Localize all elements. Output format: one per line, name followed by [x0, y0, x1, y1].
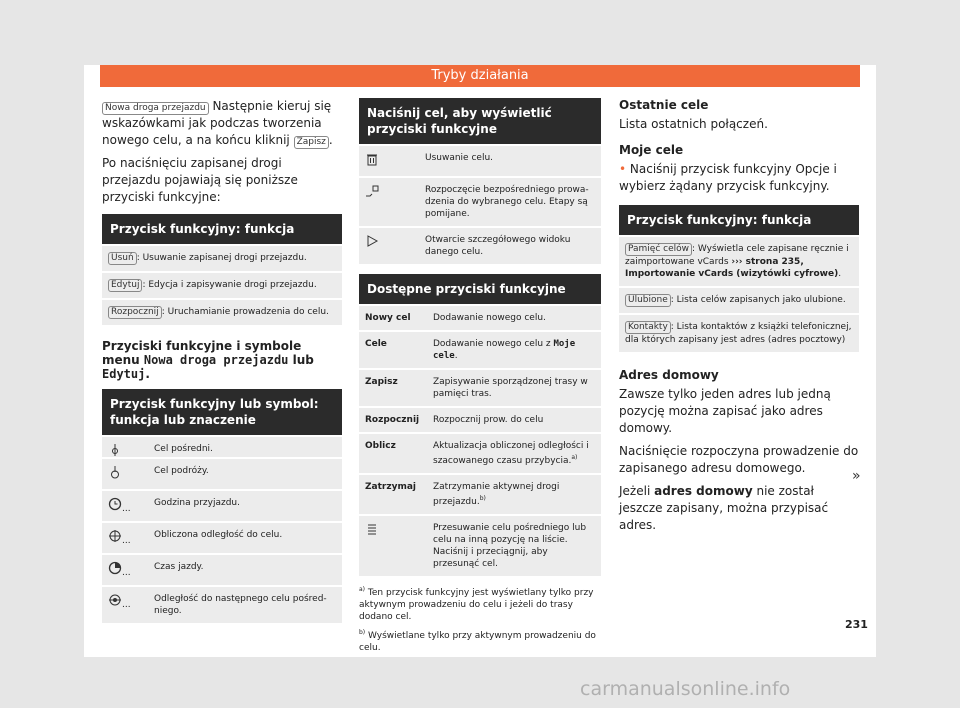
key-contacts[interactable]: Kontakty — [625, 321, 671, 334]
table-title: Naciśnij cel, aby wyświetlić przyciski funkcyjne — [359, 98, 601, 144]
row-name: Rozpocznij — [365, 415, 420, 425]
section-heading — [102, 339, 342, 381]
table-row — [359, 514, 601, 576]
row-text: Odległość do następnego celu pośredniego. — [154, 594, 327, 616]
row-text: Czas jazdy. — [154, 562, 204, 572]
row-text: Dodawanie nowego celu. — [433, 313, 546, 323]
row-text: : Uruchamianie prowadzenia do celu. — [161, 307, 329, 317]
play-icon — [365, 234, 379, 248]
table-row — [359, 473, 601, 514]
page-link[interactable]: ››› strona 235, Importowanie vCards (wizytówki cyfrowe) — [625, 257, 839, 279]
paragraph-bold: adres domowy — [654, 484, 753, 498]
table-row — [619, 313, 859, 352]
paragraph-text: Jeżeli — [619, 484, 655, 498]
icon-cell — [102, 459, 148, 489]
table-row — [102, 457, 342, 489]
paragraph-text: nie został jeszcze zapisany, można przypisać adres. — [619, 484, 829, 532]
key-save[interactable]: Zapisz — [294, 136, 329, 149]
key-start[interactable]: Rozpocznij — [108, 306, 162, 319]
icon-cell — [102, 587, 148, 623]
footnote-mark: b) — [359, 629, 366, 636]
row-name: Cele — [365, 339, 387, 349]
row-text: Cel podróży. — [154, 466, 209, 476]
row-text — [427, 475, 601, 514]
table-row — [359, 304, 601, 330]
row-text — [427, 434, 601, 473]
drag-handle-icon — [365, 522, 379, 536]
intro-text-1: Następnie kieruj się wskazówkami jak podczas tworzenia nowego celu, a na końcu kliknij — [102, 99, 332, 147]
table-row — [102, 585, 342, 623]
column-1 — [102, 98, 342, 623]
table-row — [102, 298, 342, 325]
waypoint-icon — [108, 443, 122, 457]
table-title: Przycisk funkcyjny: funkcja — [619, 205, 859, 235]
paragraph-text: Naciśnij przycisk funkcyjny Opcje i wybierz żądany przycisk funkcyjny. — [619, 162, 837, 193]
paragraph-intro — [102, 98, 342, 149]
row-text: Cel pośredni. — [154, 444, 213, 454]
table-row — [619, 286, 859, 313]
icon-cell — [359, 178, 419, 226]
row-text: Rozpocznij prow. do celu — [433, 415, 544, 425]
heading-text: lub — [288, 353, 314, 367]
timer-icon — [108, 561, 122, 575]
footnote-b — [359, 627, 601, 654]
table-function-keys — [102, 214, 342, 325]
row-text: Rozpoczęcie bezpośredniego prowadzenia do wybranego celu. Etapy są pomijane. — [425, 185, 589, 219]
paragraph-home-2: Naciśnięcie rozpoczyna prowadzenie do zapisanego adresu domowego. — [619, 444, 859, 475]
table-row — [102, 244, 342, 271]
table-row — [359, 330, 601, 368]
table-symbols — [102, 389, 342, 623]
table-row — [359, 406, 601, 432]
ellipsis: ... — [122, 504, 131, 514]
icon-cell — [359, 146, 419, 176]
icon-cell — [102, 491, 148, 521]
table-row — [359, 368, 601, 406]
heading-mono-new-route: Nowa droga przejazdu — [143, 353, 289, 367]
footnote-text: Ten przycisk funkcyjny jest wyświetlany tylko przy aktywnym prowadzeniu do celu i jeżeli do trasy dodano cel. — [359, 588, 594, 622]
trash-icon — [365, 152, 379, 166]
row-text-part: . — [454, 351, 458, 361]
destination-icon — [108, 465, 122, 479]
table-row — [359, 226, 601, 264]
table-row — [619, 235, 859, 286]
row-text: : Lista celów zapisanych jako ulubione. — [670, 295, 846, 305]
row-text: : Edycja i zapisywanie drogi przejazdu. — [142, 280, 317, 290]
table-available-buttons — [359, 274, 601, 576]
ellipsis: ... — [122, 536, 131, 546]
icon-cell — [359, 516, 427, 576]
footnote-a — [359, 584, 601, 623]
table-row — [359, 144, 601, 176]
icon-cell — [359, 228, 419, 264]
key-new-route[interactable]: Nowa droga przejazdu — [102, 102, 209, 115]
table-row — [359, 432, 601, 473]
row-text: Godzina przyjazdu. — [154, 498, 240, 508]
heading-text: . — [145, 367, 150, 381]
row-name: Nowy cel — [365, 313, 411, 323]
row-name: Oblicz — [365, 441, 396, 451]
row-name: Zatrzymaj — [365, 482, 416, 492]
clock-icon — [108, 497, 122, 511]
bullet: • — [619, 162, 627, 176]
row-text — [427, 332, 601, 368]
row-text-part: Dodawanie nowego celu z — [433, 339, 554, 349]
key-edit[interactable]: Edytuj — [108, 279, 142, 292]
key-target-memory[interactable]: Pamięć celów — [625, 243, 692, 256]
column-3 — [619, 98, 859, 540]
continue-mark: » — [852, 468, 861, 484]
footnote-ref: b) — [479, 495, 486, 502]
column-2 — [359, 98, 601, 658]
table-my-targets — [619, 205, 859, 352]
table-row — [359, 176, 601, 226]
table-row — [102, 553, 342, 585]
table-title: Przycisk funkcyjny: funkcja — [102, 214, 342, 244]
table-title: Dostępne przyciski funkcyjne — [359, 274, 601, 304]
row-text: Zapisywanie sporządzonej trasy w pamięci tras. — [433, 377, 588, 399]
heading-home-address: Adres domowy — [619, 368, 719, 382]
row-text: : Lista kontaktów z książki telefonicznej, dla których zapisany jest adres (adres pocztowy) — [625, 322, 852, 345]
paragraph-buttons: Po naciśnięciu zapisanej drogi przejazdu pojawiają się poniższe przyciski funkcyjne: — [102, 156, 298, 204]
distance-icon — [108, 529, 122, 543]
paragraph-recent: Lista ostatnich połączeń. — [619, 117, 768, 131]
table-row — [102, 489, 342, 521]
next-distance-icon — [108, 593, 122, 607]
table-row — [102, 435, 342, 457]
key-favorites[interactable]: Ulubione — [625, 294, 671, 307]
row-text: Otwarcie szczegółowego widoku danego celu. — [425, 235, 571, 257]
ellipsis: ... — [122, 600, 131, 610]
footnote-ref: a) — [571, 454, 578, 461]
row-name: Zapisz — [365, 377, 398, 387]
row-text: Obliczona odległość do celu. — [154, 530, 283, 540]
footnote-mark: a) — [359, 586, 366, 593]
ellipsis: ... — [122, 568, 131, 578]
paragraph-options — [619, 161, 859, 195]
icon-cell — [102, 437, 148, 457]
heading-my-targets: Moje cele — [619, 143, 684, 157]
row-text: Przesuwanie celu pośredniego lub celu na inną pozycję na liście. Naciśnij i przeciągnij, aby przesunąć cel. — [433, 523, 587, 569]
page-header: Tryby działania — [100, 65, 860, 87]
intro-text-2: . — [328, 133, 333, 147]
watermark: carmanualsonline.info — [580, 678, 791, 700]
icon-cell — [102, 555, 148, 585]
key-delete[interactable]: Usuń — [108, 252, 137, 265]
heading-mono-edit: Edytuj — [102, 367, 146, 381]
page-number: 231 — [845, 618, 868, 631]
icon-cell — [102, 523, 148, 553]
row-text-part: Zatrzymanie aktywnej drogi przejazdu. — [433, 482, 560, 507]
table-target-buttons — [359, 98, 601, 264]
table-title: Przycisk funkcyjny lub symbol: funkcja lub znaczenie — [102, 389, 342, 435]
row-text: : Usuwanie zapisanej drogi przejazdu. — [136, 253, 307, 263]
row-text: : Wyświetla cele zapisane ręcznie i zaimportowane vCards — [625, 244, 849, 267]
flag-route-icon — [365, 184, 379, 198]
footnote-text: Wyświetlane tylko przy aktywnym prowadzeniu do celu. — [359, 631, 596, 653]
table-row — [102, 521, 342, 553]
paragraph-home-1: Zawsze tylko jeden adres lub jedną pozycję można zapisać jako adres domowy. — [619, 387, 831, 435]
heading-text: Przyciski funkcyjne i symbole menu — [102, 339, 302, 367]
paragraph-home-3 — [619, 483, 859, 534]
table-row — [102, 271, 342, 298]
mono-my-targets: Moje cele — [433, 339, 576, 361]
row-text-part: Aktualizacja obliczonej odległości i szacowanego czasu przybycia. — [433, 441, 589, 466]
row-text: Usuwanie celu. — [425, 153, 494, 163]
row-text: . — [838, 269, 842, 279]
heading-recent: Ostatnie cele — [619, 98, 709, 112]
